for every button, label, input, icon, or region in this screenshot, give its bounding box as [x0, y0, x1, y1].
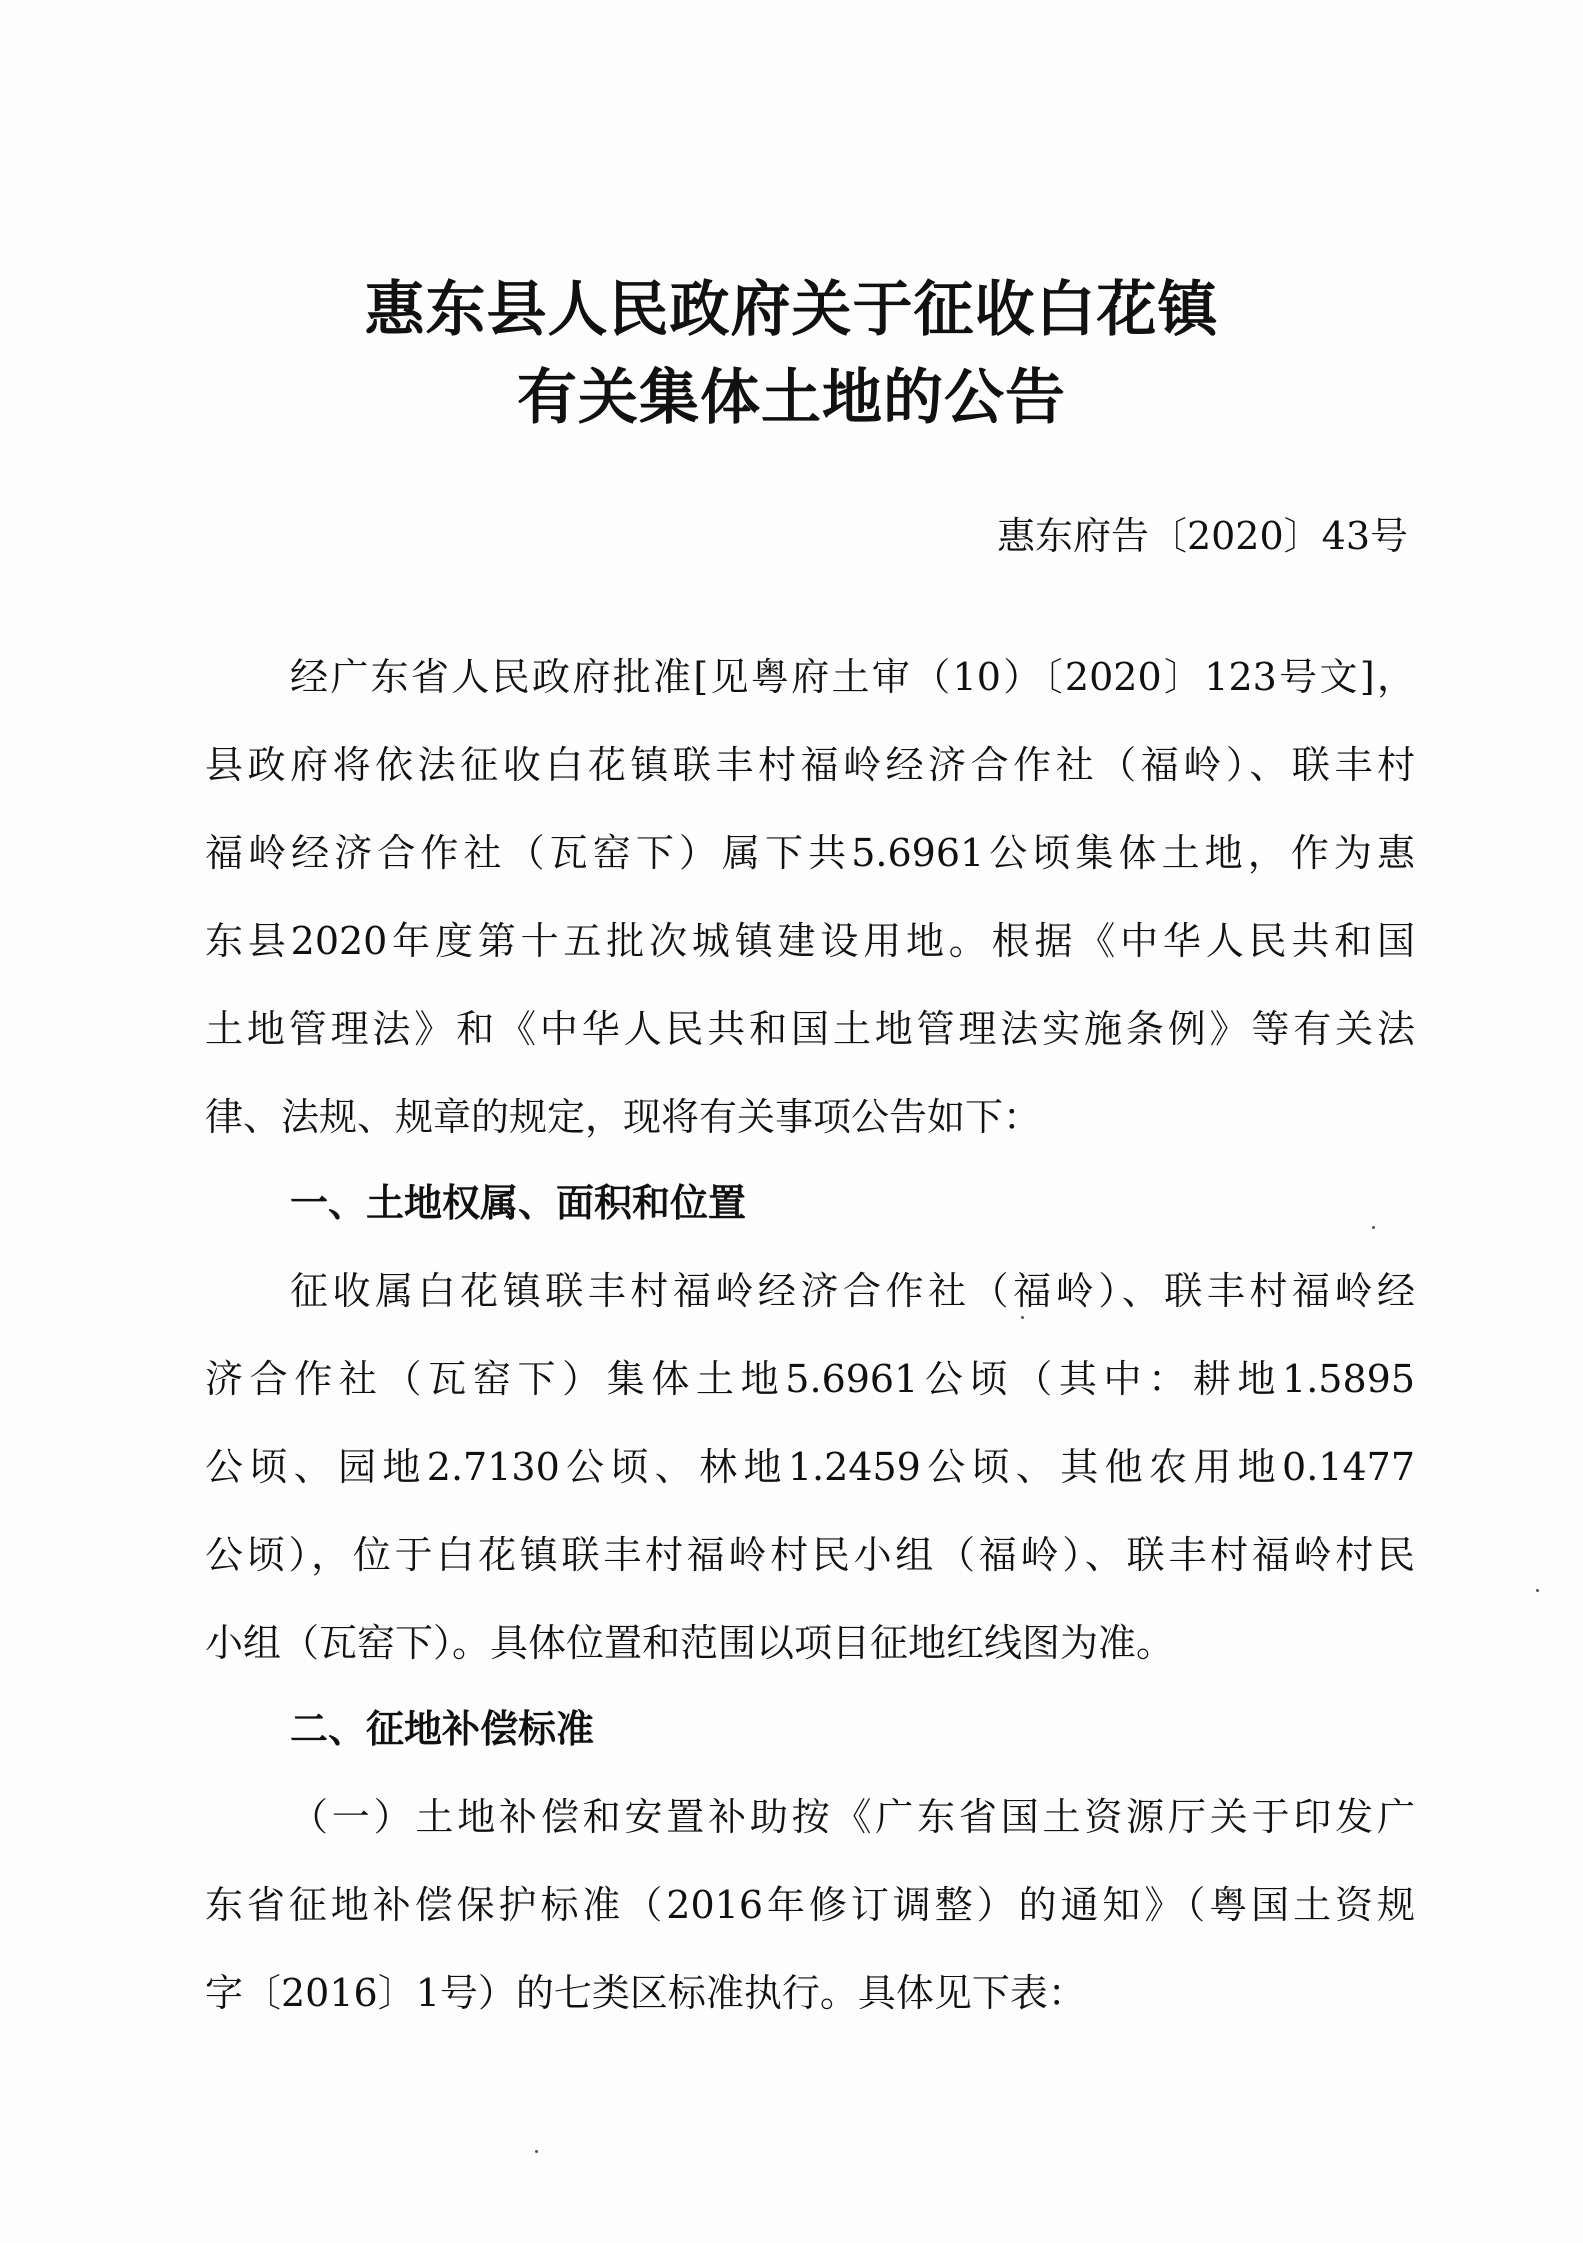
section-2-line: 字〔2016〕1号）的七类区标准执行。具体见下表：	[205, 1971, 1086, 2015]
scan-speck	[1536, 1589, 1539, 1592]
scan-speck	[535, 2150, 538, 2153]
intro-line: 土地管理法》和《中华人民共和国土地管理法实施条例》等有关法	[205, 1007, 1415, 1051]
scan-speck	[1021, 1316, 1024, 1319]
section-2-heading: 二、征地补偿标准	[290, 1707, 595, 1751]
document-title-line-1: 惠东县人民政府关于征收白花镇	[364, 275, 1219, 345]
section-1-line: 公顷），位于白花镇联丰村福岭村民小组（福岭）、联丰村福岭村民	[205, 1533, 1415, 1577]
section-1-heading: 一、土地权属、面积和位置	[290, 1181, 747, 1225]
document-title-line-2: 有关集体土地的公告	[517, 363, 1066, 433]
section-2-line: 东省征地补偿保护标准（2016年修订调整）的通知》（粤国土资规	[205, 1883, 1415, 1927]
intro-line: 东县2020年度第十五批次城镇建设用地。根据《中华人民共和国	[205, 919, 1415, 963]
section-1-line: 征收属白花镇联丰村福岭经济合作社（福岭）、联丰村福岭经	[290, 1269, 1415, 1313]
intro-line: 县政府将依法征收白花镇联丰村福岭经济合作社（福岭）、联丰村	[205, 743, 1415, 787]
section-2-line: （一）土地补偿和安置补助按《广东省国土资源厅关于印发广	[290, 1795, 1415, 1839]
intro-line: 经广东省人民政府批准[见粤府土审（10）〔2020〕123号文]，	[290, 655, 1415, 699]
intro-line: 福岭经济合作社（瓦窑下）属下共5.6961公顷集体土地，作为惠	[205, 831, 1415, 875]
intro-line: 律、法规、规章的规定，现将有关事项公告如下：	[205, 1095, 1042, 1139]
section-1-line: 公顷、园地2.7130公顷、林地1.2459公顷、其他农用地0.1477	[205, 1445, 1415, 1489]
document-number: 惠东府告〔2020〕43号	[996, 514, 1408, 558]
scan-speck	[1372, 1226, 1375, 1229]
section-1-line: 小组（瓦窑下）。具体位置和范围以项目征地红线图为准。	[205, 1621, 1175, 1665]
section-1-line: 济合作社（瓦窑下）集体土地5.6961公顷（其中：耕地1.5895	[205, 1357, 1415, 1401]
